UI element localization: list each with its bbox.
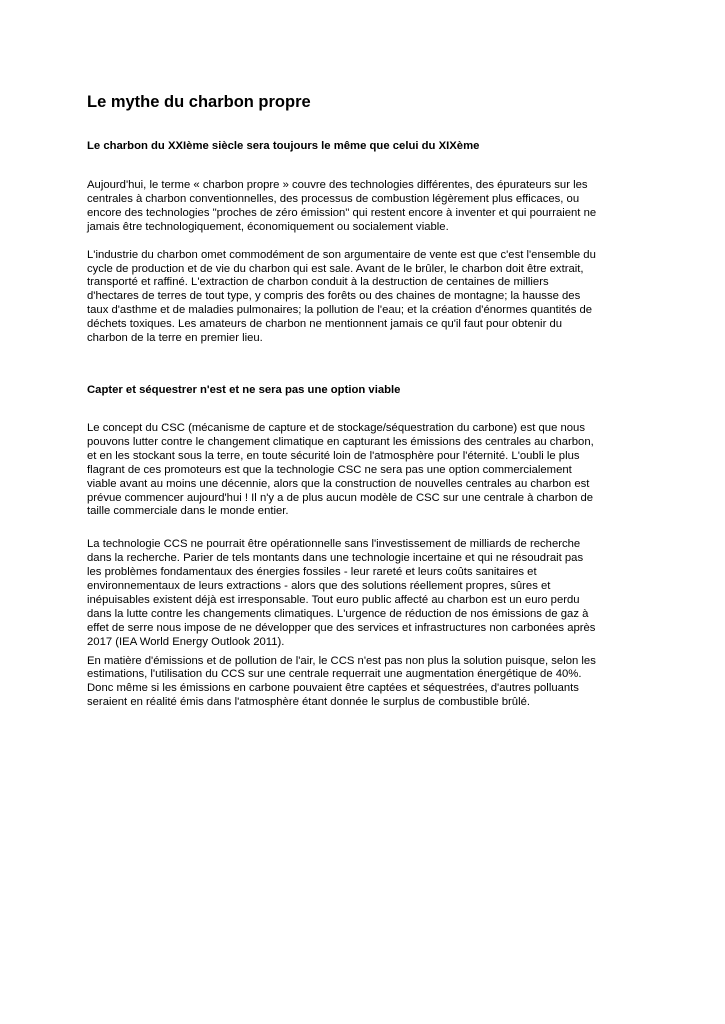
text-line: Aujourd'hui, le terme « charbon propre » couvre des technologies différentes, des épurateurs sur les [87,179,588,191]
paragraph-coal-lifecycle [87,249,639,346]
paragraph-ccs-investment [87,538,639,649]
text-line: seraient en réalité émis dans l'atmosphère étant donnée le surplus de combustible brûlé. [87,696,530,709]
text-line: et en les stockant sous la terre, en toute sécurité loin de l'atmosphère pour l'éternité. L'oubli le plus [87,449,580,462]
text-line: L'industrie du charbon omet commodément de son argumentaire de vente est que c'est l'ensemble du [87,248,596,261]
text-line: taux d'asthme et de maladies pulmonaires; la pollution de l'eau; et la création d'énormes quantités de [87,304,593,317]
text-line: prévue commencer aujourd'hui ! Il n'y a de plus aucun modèle de CSC sur une centrale à charbon de [87,491,594,504]
text-line: encore des technologies "proches de zéro émission" qui restent encore à inventer et qui pourraient ne [87,206,597,219]
text-line: dans la lutte contre les changements climatiques. L'urgence de réduction de nos émissions de gaz à [87,607,589,620]
text-line: En matière d'émissions et de pollution de l'air, le CCS n'est pas non plus la solution puisque, selon les [87,654,596,667]
text-line: environnementaux de leurs extractions - alors que des solutions réellement propres, sûres et [87,580,551,593]
text-line: dans la recherche. Parier de tels montants dans une technologie incertaine et qui ne résoudrait pas [87,552,584,565]
section-heading-coal-21st-century: Le charbon du XXIème siècle sera toujours le même que celui du XIXème [87,140,480,152]
text-line: Donc même si les émissions en carbone pouvaient être captées et séquestrées, d'autres polluants [87,682,579,695]
paragraph-ccs-emissions [87,655,639,711]
text-line: Le concept du CSC (mécanisme de capture et de stockage/séquestration du carbone) est que nous [87,421,585,434]
section-heading-capture-sequestration: Capter et séquestrer n'est et ne sera pas une option viable [87,383,401,396]
text-line: inépuisables existent déjà est irresponsable. Tout euro public affecté au charbon est un euro perdu [87,593,580,606]
text-line: jamais être technologiquement, économiquement ou socialement viable. [87,220,449,233]
text-line: viable avant au moins une décennie, alors que la construction de nouvelles centrales au charbon est [87,477,590,490]
text-line: La technologie CCS ne pourrait être opérationnelle sans l'investissement de milliards de recherche [87,538,581,551]
text-line: cycle de production et de vie du charbon qui est sale. Avant de le brûler, le charbon doit être extrait, [87,262,584,275]
text-line: 2017 (IEA World Energy Outlook 2011). [87,635,285,648]
text-line: estimations, l'utilisation du CCS sur une centrale requerrait une augmentation énergétique de 40%. [87,668,582,681]
text-line: taille commerciale dans le monde entier. [87,505,289,518]
text-line: les problèmes fondamentaux des énergies fossiles - leur rareté et leurs coûts sanitaires et [87,566,537,579]
text-line: flagrant de ces promoteurs est que la technologie CSC ne sera pas une option commercialement [87,463,572,476]
text-line: effet de serre nous impose de ne développer que des services et infrastructures non carbonées après [87,621,596,634]
text-line: pouvons lutter contre le changement climatique en capturant les émissions des centrales au charbon, [87,435,594,448]
document-title: Le mythe du charbon propre [87,93,311,111]
text-line: déchets toxiques. Les amateurs de charbon ne mentionnent jamais ce qu'il faut pour obtenir du [87,318,563,331]
text-line: transporté et raffiné. L'extraction de charbon conduit à la destruction de centaines de milliers [87,276,549,289]
document-page [87,92,639,710]
paragraph-clean-coal-definition [87,179,639,235]
text-line: centrales à charbon conventionnelles, des processus de combustion légèrement plus efficaces, ou [87,192,580,205]
paragraph-csc-concept [87,422,639,519]
text-line: d'hectares de terres de tout type, y compris des forêts ou des chaines de montagne; la hausse des [87,290,581,303]
text-line: charbon de la terre en premier lieu. [87,332,263,345]
